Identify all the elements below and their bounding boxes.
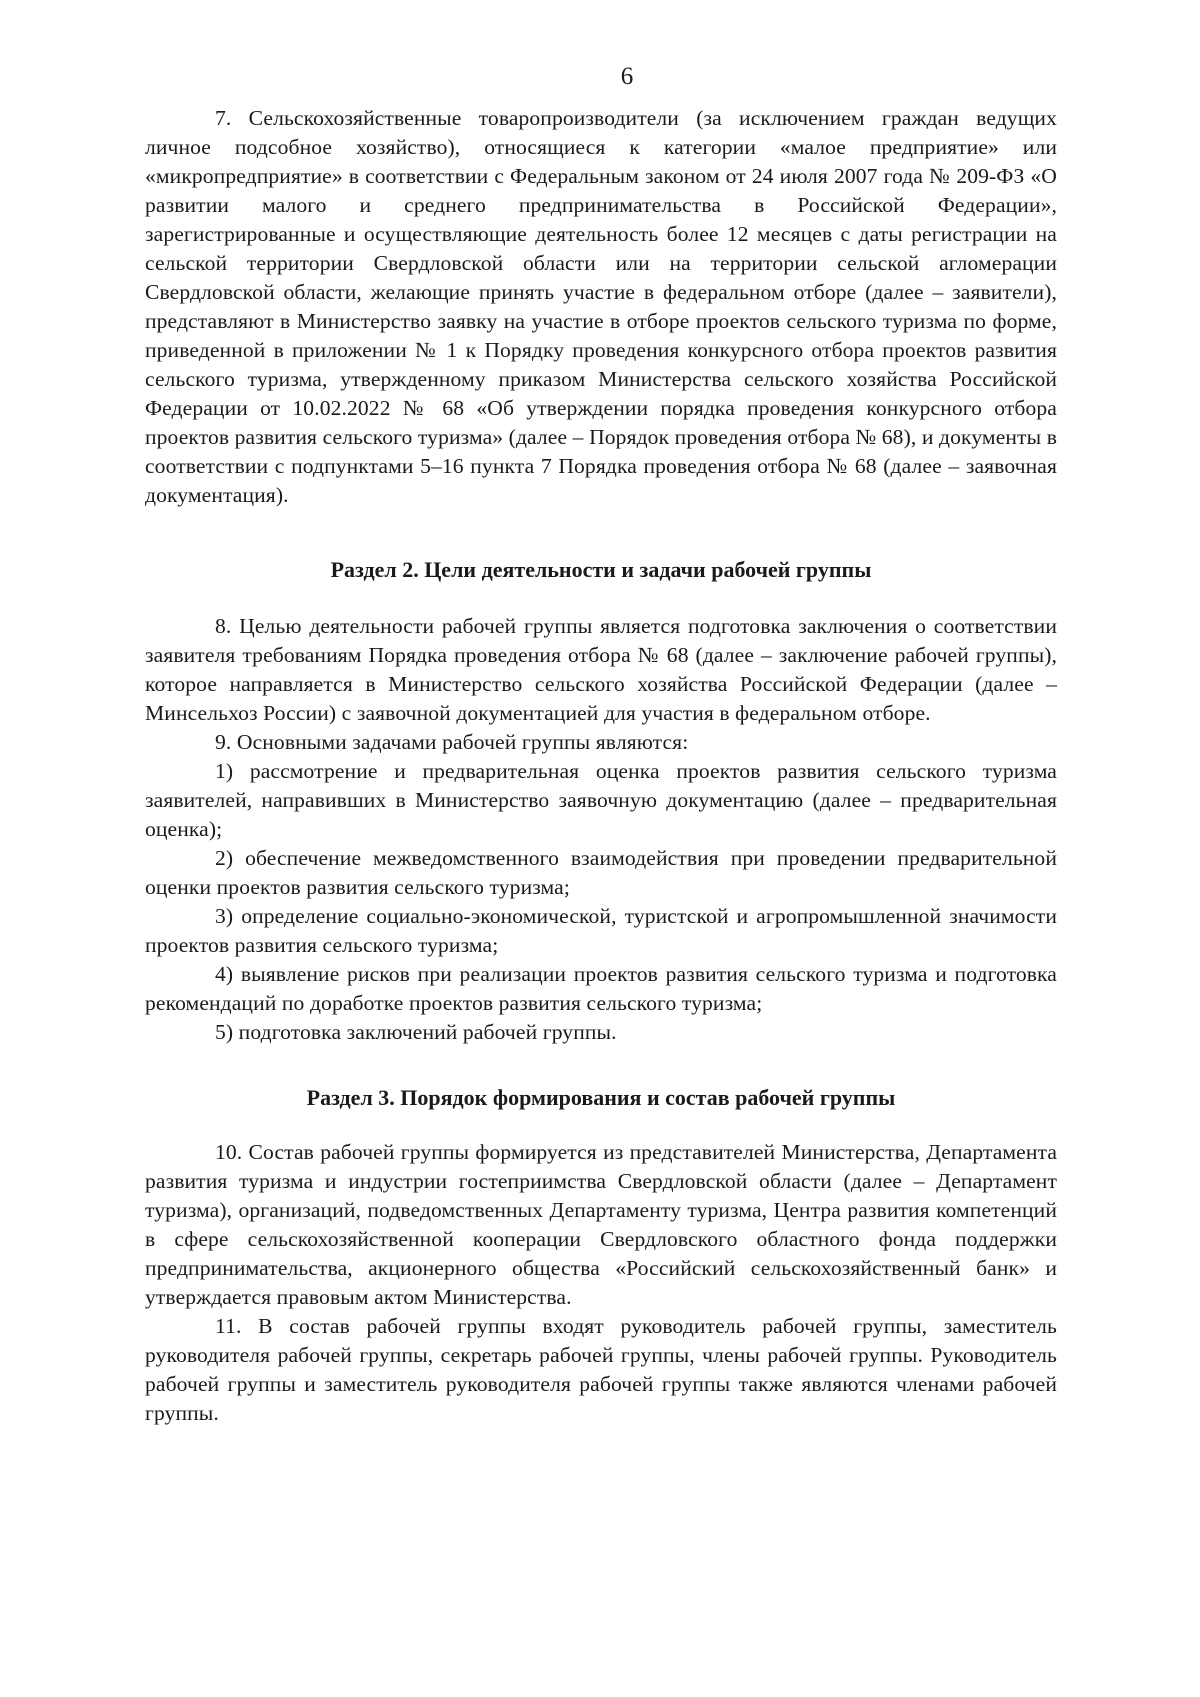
paragraph-clause-8: 8. Целью деятельности рабочей группы является подготовка заключения о соответствии заявителя требованиям Порядка проведения отбора № 68 (далее – заключение рабочей группы), которое направляется в Министерство сельского хозяйства Российской Федерации (далее – Минсельхоз России) с заявочной документацией для участия в федеральном отборе. xyxy=(145,614,1057,725)
paragraph-clause-10: 10. Состав рабочей группы формируется из представителей Министерства, Департамента развития туризма и индустрии гостеприимства Свердловской области (далее – Департамент туризма), организаций, подведомственных Департаменту туризма, Центра развития компетенций в сфере сельскохозяйственной кооперации Свердловского областного фонда поддержки предпринимательства, акционерного общества «Российский сельскохозяйственный банк» и утверждается правовым актом Министерства. xyxy=(145,1140,1057,1309)
paragraph-task-5: 5) подготовка заключений рабочей группы. xyxy=(215,1020,617,1044)
paragraph-clause-7: 7. Сельскохозяйственные товаропроизводители (за исключением граждан ведущих личное подсобное хозяйство), относящиеся к категории «малое предприятие» или «микропредприятие» в соответствии с Федеральным законом от 24 июля 2007 года № 209-ФЗ «О развитии малого и среднего предпринимательства в Российской Федерации», зарегистрированные и осуществляющие деятельность более 12 месяцев с даты регистрации на сельской территории Свердловской области или на территории сельской агломерации Свердловской области, желающие принять участие в федеральном отборе (далее – заявители), представляют в Министерство заявку на участие в отборе проектов сельского туризма по форме, приведенной в приложении № 1 к Порядку проведения конкурсного отбора проектов развития сельского туризма, утвержденному приказом Министерства сельского хозяйства Российской Федерации от 10.02.2022 № 68 «Об утверждении порядка проведения конкурсного отбора проектов развития сельского туризма» (далее – Порядок проведения отбора № 68), и документы в соответствии с подпунктами 5–16 пункта 7 Порядка проведения отбора № 68 (далее – заявочная документация). xyxy=(145,106,1057,507)
paragraph-clause-9: 9. Основными задачами рабочей группы являются: xyxy=(215,730,689,754)
paragraph-task-3: 3) определение социально-экономической, туристской и агропромышленной значимости проектов развития сельского туризма; xyxy=(145,904,1057,957)
paragraph-task-1: 1) рассмотрение и предварительная оценка проектов развития сельского туризма заявителей, направивших в Министерство заявочную документацию (далее – предварительная оценка); xyxy=(145,759,1057,841)
paragraph-clause-11: 11. В состав рабочей группы входят руководитель рабочей группы, заместитель руководителя рабочей группы, секретарь рабочей группы, члены рабочей группы. Руководитель рабочей группы и заместитель руководителя рабочей группы также являются членами рабочей группы. xyxy=(145,1314,1057,1425)
section-2-body xyxy=(145,612,1057,1047)
paragraph-task-2: 2) обеспечение межведомственного взаимодействия при проведении предварительной оценки проектов развития сельского туризма; xyxy=(145,846,1057,899)
section-3-body xyxy=(145,1138,1057,1428)
section-2-heading: Раздел 2. Цели деятельности и задачи рабочей группы xyxy=(330,557,872,582)
section-3-heading: Раздел 3. Порядок формирования и состав рабочей группы xyxy=(306,1085,896,1110)
paragraph-task-4: 4) выявление рисков при реализации проектов развития сельского туризма и подготовка рекомендаций по доработке проектов развития сельского туризма; xyxy=(145,962,1057,1015)
page-number: 6 xyxy=(620,63,634,90)
clause-7-block xyxy=(145,104,1057,510)
